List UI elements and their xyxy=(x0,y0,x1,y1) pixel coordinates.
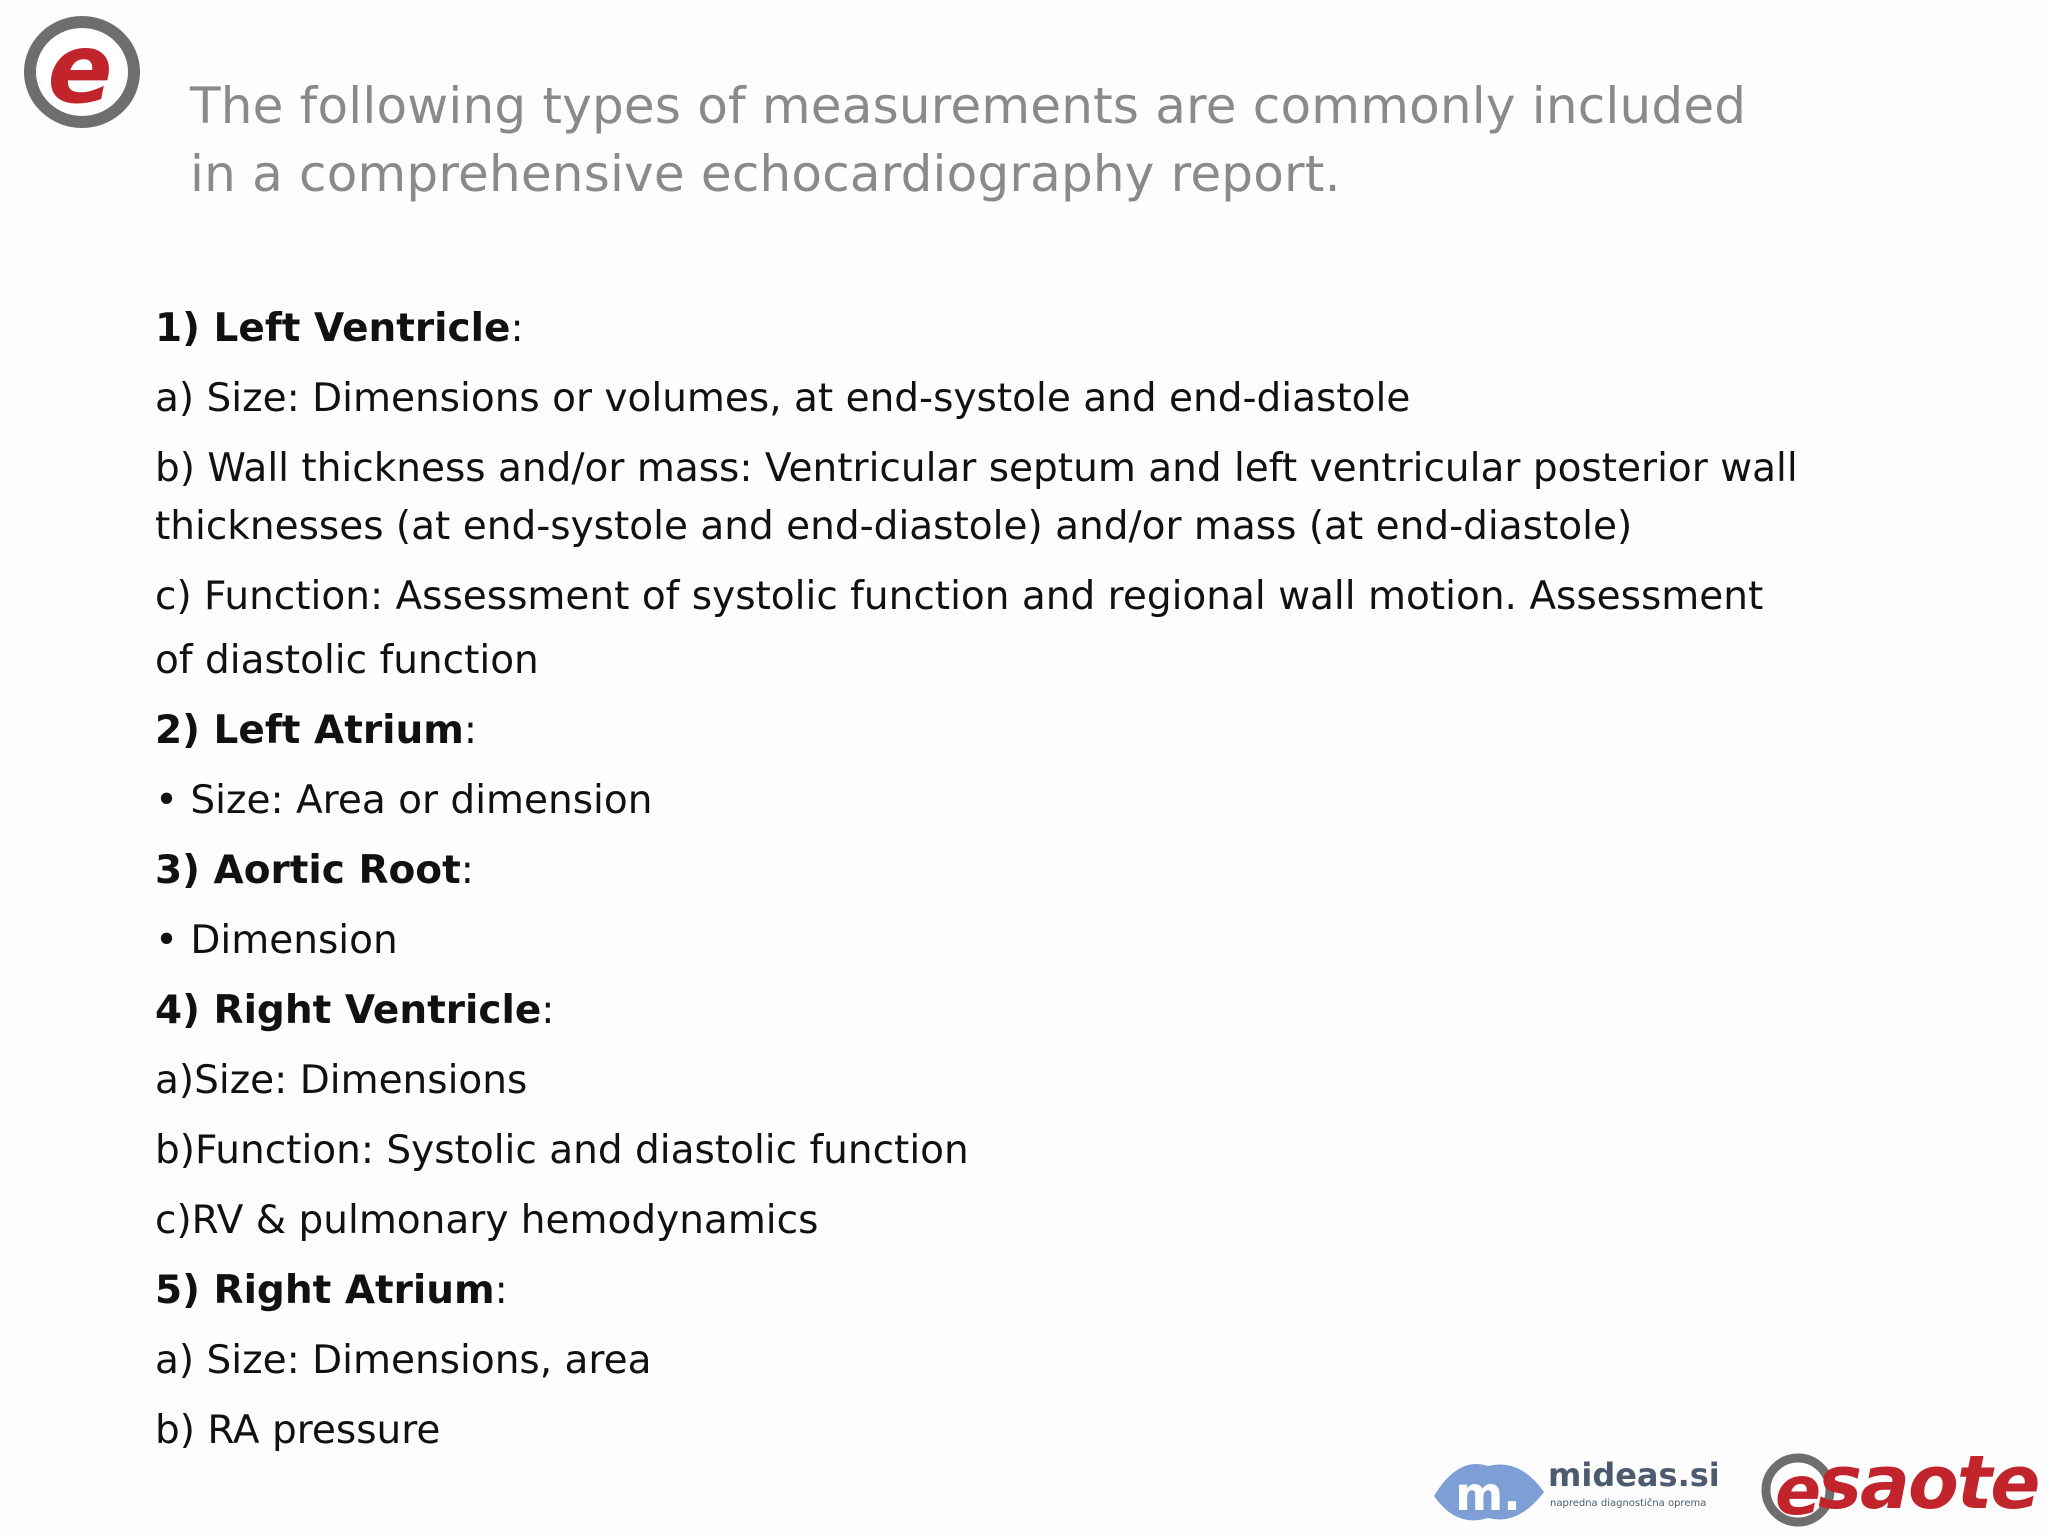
list-item xyxy=(155,1052,1915,1110)
list-item-text: b)Function: Systolic and diastolic function xyxy=(155,1128,969,1173)
list-item xyxy=(155,632,1915,690)
esaote-wordmark: saote xyxy=(1818,1440,2039,1526)
corner-logo-letter: e xyxy=(47,13,113,125)
list-item xyxy=(155,370,1915,428)
section-heading-suffix: : xyxy=(510,306,524,351)
section-heading-label: 2) Left Atrium xyxy=(155,708,464,753)
esaote-logo-letter: e xyxy=(1774,1452,1822,1531)
mideas-tagline: napredna diagnostična oprema xyxy=(1550,1498,1707,1509)
list-item-text: a)Size: Dimensions xyxy=(155,1058,528,1103)
section-heading xyxy=(155,1262,1915,1320)
list-item-text: b) Wall thickness and/or mass: Ventricular septum and left ventricular posterior wall thicknesses (at end-systole and end-diastole) and/or mass (at end-diastole) xyxy=(155,446,1798,549)
measurement-list xyxy=(155,300,1915,1472)
footer-logos xyxy=(1428,1436,2039,1536)
list-item-text: c)RV & pulmonary hemodynamics xyxy=(155,1198,819,1243)
list-item xyxy=(155,1192,1915,1250)
section-heading xyxy=(155,702,1915,760)
list-item-text: • Size: Area or dimension xyxy=(155,778,653,823)
list-item xyxy=(155,772,1915,830)
section-heading-suffix: : xyxy=(463,708,477,753)
section-heading xyxy=(155,842,1915,900)
echo-e-logo-icon xyxy=(20,10,140,132)
list-item xyxy=(155,440,1915,556)
mideas-name: mideas.si xyxy=(1548,1456,1720,1494)
section-heading-suffix: : xyxy=(494,1268,508,1313)
mideas-logo-icon xyxy=(1428,1448,1548,1528)
esaote-logo xyxy=(1758,1440,2039,1532)
list-item-text: a) Size: Dimensions, area xyxy=(155,1338,652,1383)
list-item-text: b) RA pressure xyxy=(155,1408,441,1453)
list-item-text: a) Size: Dimensions or volumes, at end-systole and end-diastole xyxy=(155,376,1411,421)
section-heading-label: 4) Right Ventricle xyxy=(155,988,542,1033)
section-heading-suffix: : xyxy=(460,848,474,893)
section-heading xyxy=(155,982,1915,1040)
list-item-text: • Dimension xyxy=(155,918,398,963)
section-heading-label: 1) Left Ventricle xyxy=(155,306,511,351)
section-heading-suffix: : xyxy=(541,988,555,1033)
mideas-logo xyxy=(1428,1448,1728,1528)
list-item-text: c) Function: Assessment of systolic function and regional wall motion. Assessment xyxy=(155,574,1764,619)
mideas-mark: m. xyxy=(1455,1467,1521,1521)
section-heading-label: 3) Aortic Root xyxy=(155,848,461,893)
list-item-text: of diastolic function xyxy=(155,638,539,683)
list-item xyxy=(155,912,1915,970)
list-item xyxy=(155,568,1915,626)
list-item xyxy=(155,1122,1915,1180)
slide-title: The following types of measurements are commonly included in a comprehensive echocardiography report. xyxy=(190,77,1747,203)
section-heading xyxy=(155,300,1915,358)
list-item xyxy=(155,1332,1915,1390)
section-heading-label: 5) Right Atrium xyxy=(155,1268,495,1313)
